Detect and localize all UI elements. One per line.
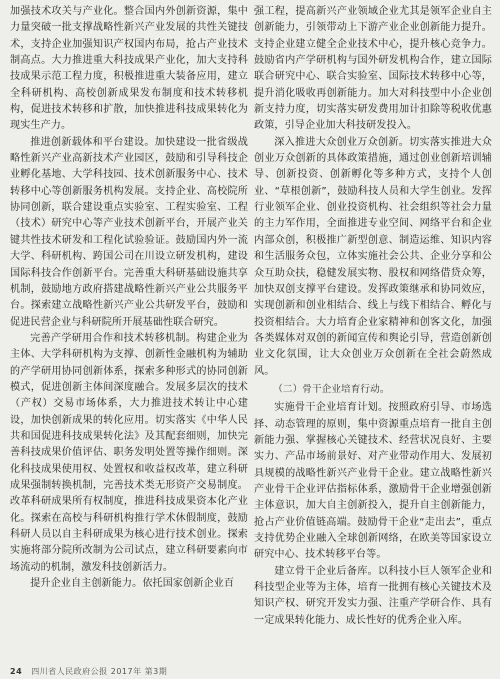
- right-column: [254, 4, 492, 629]
- paragraph: 实施骨干企业培育计划。按照政府引导、市场选择、动态管理的原则，集中资源重点培育一批自主创新能力强、掌握核心关键技术、经营状况良好、主要实力、产品市场前景好、对产业带动作用大、发展初具规模的战略性新兴产业骨干企业。建立战略性新兴产业骨干企业评估指标体系，激励骨干企业增强创新主体意识，加大自主创新投入，提升自主创新能力，抢占产业价值链高端。鼓励骨干企业“走出去”，重点支持优势企业融入全球创新网络，在欧美等国家设立研究中心、技术转移平台等。: [254, 402, 492, 561]
- paragraph: 强工程，提高新兴产业领域企业尤其是领军企业自主创新能力，引领带动上下游产业企业创新能力提升。支持企业建立健全企业技术中心，提升核心竞争力。鼓励省内产学研机构与国外研发机构合作，建立国际联合研究中心、联合实验室、国际技术转移中心等，提升消化吸收再创新能力。加大对科技型中小企业创新支持力度，切实落实研发费用加计扣除等税收优惠政策，引导企业加大科技研发投入。: [254, 6, 492, 132]
- paragraph: 提升企业自主创新能力。依托国家创新企业百: [30, 578, 235, 590]
- page-footer: [10, 666, 167, 677]
- page-number: 24: [10, 667, 23, 676]
- section-heading: （二）骨干企业培育行动。: [273, 383, 390, 395]
- running-footer-text: 四川省人民政府公报 2017年 第3期: [31, 667, 168, 676]
- paragraph: 推进创新载体和平台建设。加快建设一批省级战略性新兴产业高新技术产业园区，鼓励和引导科技企业孵化基地、大学科技园、技术创新服务中心、技术转移中心等创新服务机构发展。支持企业、高校院所协同创新，联合建设重点实验室、工程实验室、工程（技术）研究中心等产业技术创新平台，开展产业关键共性技术研发和工程化试验验证。鼓励国内外一流大学、科研机构、跨国公司在川设立研发机构，建设国际科技合作创新平台。完善重大科研基础设施共享机制，鼓励地方政府搭建战略性新兴产业公共服务平台。探索建立战略性新兴产业公共研发平台，鼓励和促进民营企业与科研院所开展基础性联合研究。: [10, 136, 248, 328]
- paragraph: 完善产学研用合作和技术转移机制。构建企业为主体、大学科研机构为支撑、创新性金融机构为辅助的产学研用协同创新体系，探索多种形式的协同创新模式，促进创新主体间深度融合。发展多层次的技术（产权）交易市场体系，大力推进技术转让中心建设，加快创新成果的转化应用。切实落实《中华人民共和国促进科技成果转化法》及其配套细则，加快完善科技成果价值评估、职务发明处置等操作细则。深化科技成果使用权、处置权和收益权改革，建立科研成果强制转换机制，完善技术类无形资产交易制度。改革科研成果所有权制度，推进科技成果资本化产业化。探索在高校与科研机构推行学术休假制度，鼓励科研人员以自主科研成果为核心进行技术创业。探索实施将部分院所改制为公司试点，建立科研要素向市场流动的机制，激发科技创新活力。: [10, 332, 248, 573]
- paragraph: 建立骨干企业后备库。以科技小巨人领军企业和科技型企业等为主体，培育一批拥有核心关键技术及知识产权、研究开发实力强、注重产学研合作、具有一定成果转化能力、成长性好的优秀企业入库。: [254, 565, 492, 626]
- left-column: [10, 4, 248, 592]
- paragraph: 加强技术攻关与产业化。整合国内外创新资源，集中力量突破一批支撑战略性新兴产业发展的共性关键技术，支持企业加强知识产权国内布局，抢占产业技术制高点。大力推进重大科技成果产业化，加大支持科技成果示范工程力度，积极推进重大装备应用，建立全科研机构、高校创新成果发布制度和技术转移机构，促进技术转移和扩散，加快推进科技成果转化为现实生产力。: [10, 6, 248, 132]
- paragraph: 深入推进大众创业万众创新。切实落实推进大众创业万众创新的具体政策措施，通过创业创新培训辅导、创新投资、创新孵化等多种方式，支持个人创业、“草根创新”，鼓励科技人员和大学生创业。发挥行业领军企业、创业投资机构、社会组织等社会力量的主力军作用，全面推进专业空间、网络平台和企业内部众创，积极推广新型创意、制造运维、知识内容和生活服务众包，立体实施社会公共、企业分享和公众互助众扶，稳健发展实物、股权和网络借贷众筹，加快双创支撑平台建设。发挥政策继承和协同效应，实现创新和创业相结合、线上与线下相结合、孵化与投资相结合。大力培育企业家精神和创客文化，加强各类媒体对双创的新闻宣传和舆论引导，营造创新创业文化氛围，让大众创业万众创新在全社会蔚然成风。: [254, 136, 492, 377]
